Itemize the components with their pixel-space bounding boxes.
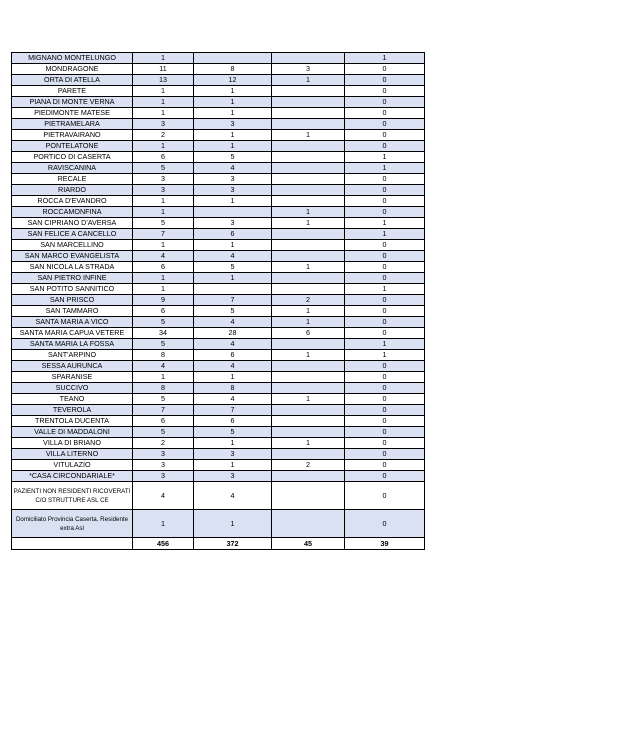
municipality-name-cell: SAN POTITO SANNITICO <box>12 284 133 295</box>
table-row <box>12 416 425 427</box>
deceased-cell: 1 <box>345 284 425 295</box>
total-home-isolation-cell: 372 <box>194 538 272 550</box>
total-cases-cell: 1 <box>133 97 194 108</box>
deceased-cell: 0 <box>345 141 425 152</box>
table-row <box>12 383 425 394</box>
total-cases-cell: 6 <box>133 152 194 163</box>
hospitalized-cell <box>272 174 345 185</box>
deceased-cell: 0 <box>345 394 425 405</box>
municipality-name-cell: PIEDIMONTE MATESE <box>12 108 133 119</box>
home-isolation-cell: 6 <box>194 416 272 427</box>
home-isolation-cell: 3 <box>194 185 272 196</box>
home-isolation-cell: 6 <box>194 350 272 361</box>
deceased-cell: 0 <box>345 416 425 427</box>
total-cases-cell: 1 <box>133 108 194 119</box>
total-cases-cell: 1 <box>133 240 194 251</box>
municipality-name-cell: SESSA AURUNCA <box>12 361 133 372</box>
hospitalized-cell <box>272 152 345 163</box>
hospitalized-cell: 2 <box>272 295 345 306</box>
deceased-cell: 0 <box>345 306 425 317</box>
table-row <box>12 207 425 218</box>
total-cases-cell: 8 <box>133 383 194 394</box>
total-hospitalized-cell: 45 <box>272 538 345 550</box>
table-row <box>12 251 425 262</box>
deceased-cell: 1 <box>345 218 425 229</box>
total-cases-cell: 8 <box>133 350 194 361</box>
table-row <box>12 262 425 273</box>
municipality-name-cell: SAN FELICE A CANCELLO <box>12 229 133 240</box>
table-row <box>12 75 425 86</box>
home-isolation-cell: 4 <box>194 317 272 328</box>
home-isolation-cell: 3 <box>194 174 272 185</box>
hospitalized-cell <box>272 339 345 350</box>
municipality-name-cell: ROCCAMONFINA <box>12 207 133 218</box>
municipality-name-cell: TRENTOLA DUCENTA <box>12 416 133 427</box>
municipality-name-cell: TEVEROLA <box>12 405 133 416</box>
total-cases-cell: 2 <box>133 130 194 141</box>
table-row <box>12 350 425 361</box>
table-row <box>12 273 425 284</box>
home-isolation-cell: 5 <box>194 262 272 273</box>
total-cases-cell: 9 <box>133 295 194 306</box>
table-row <box>12 174 425 185</box>
total-cases-cell: 4 <box>133 361 194 372</box>
home-isolation-cell: 1 <box>194 130 272 141</box>
municipality-name-cell: RIARDO <box>12 185 133 196</box>
hospitalized-cell <box>272 284 345 295</box>
hospitalized-cell: 1 <box>272 438 345 449</box>
table-row <box>12 510 425 538</box>
deceased-cell: 0 <box>345 471 425 482</box>
municipality-name-cell: MONDRAGONE <box>12 64 133 75</box>
deceased-cell: 0 <box>345 273 425 284</box>
home-isolation-cell: 1 <box>194 273 272 284</box>
total-cases-cell: 7 <box>133 229 194 240</box>
deceased-cell: 0 <box>345 427 425 438</box>
home-isolation-cell: 4 <box>194 163 272 174</box>
municipality-name-cell: SPARANISE <box>12 372 133 383</box>
home-isolation-cell: 4 <box>194 339 272 350</box>
table-row <box>12 196 425 207</box>
deceased-cell: 0 <box>345 449 425 460</box>
hospitalized-cell <box>272 119 345 130</box>
home-isolation-cell <box>194 284 272 295</box>
table-row <box>12 482 425 510</box>
deceased-cell: 1 <box>345 163 425 174</box>
hospitalized-cell <box>272 185 345 196</box>
hospitalized-cell: 1 <box>272 75 345 86</box>
hospitalized-cell <box>272 141 345 152</box>
hospitalized-cell: 1 <box>272 350 345 361</box>
hospitalized-cell <box>272 108 345 119</box>
hospitalized-cell: 2 <box>272 460 345 471</box>
deceased-cell: 0 <box>345 460 425 471</box>
municipality-name-cell: TEANO <box>12 394 133 405</box>
total-cases-cell: 1 <box>133 372 194 383</box>
hospitalized-cell <box>272 97 345 108</box>
deceased-cell: 0 <box>345 196 425 207</box>
total-cases-cell: 5 <box>133 317 194 328</box>
table-row <box>12 240 425 251</box>
hospitalized-cell <box>272 482 345 510</box>
deceased-cell: 0 <box>345 108 425 119</box>
municipality-name-cell: VITULAZIO <box>12 460 133 471</box>
total-cases-cell: 34 <box>133 328 194 339</box>
table-row <box>12 317 425 328</box>
total-cases-cell: 5 <box>133 163 194 174</box>
hospitalized-cell <box>272 229 345 240</box>
deceased-cell: 0 <box>345 185 425 196</box>
total-cases-cell: 5 <box>133 394 194 405</box>
total-cases-cell: 6 <box>133 262 194 273</box>
home-isolation-cell: 3 <box>194 471 272 482</box>
deceased-cell: 0 <box>345 64 425 75</box>
hospitalized-cell <box>272 427 345 438</box>
table-row <box>12 438 425 449</box>
total-cases-cell: 3 <box>133 460 194 471</box>
home-isolation-cell: 4 <box>194 482 272 510</box>
table-row <box>12 141 425 152</box>
table-row <box>12 218 425 229</box>
deceased-cell: 0 <box>345 372 425 383</box>
municipality-name-cell: SAN MARCELLINO <box>12 240 133 251</box>
municipality-name-cell: PAZIENTI NON RESIDENTI RICOVERATI C/O STRUTTURE ASL CE <box>12 482 133 510</box>
total-cases-cell: 1 <box>133 196 194 207</box>
home-isolation-cell: 4 <box>194 251 272 262</box>
deceased-cell: 0 <box>345 207 425 218</box>
hospitalized-cell <box>272 471 345 482</box>
municipality-name-cell: SANT'ARPINO <box>12 350 133 361</box>
municipality-name-cell: SANTA MARIA LA FOSSA <box>12 339 133 350</box>
table-row <box>12 229 425 240</box>
home-isolation-cell: 6 <box>194 229 272 240</box>
deceased-cell: 0 <box>345 383 425 394</box>
total-cases-cell: 5 <box>133 427 194 438</box>
total-deceased-cell: 39 <box>345 538 425 550</box>
hospitalized-cell: 1 <box>272 306 345 317</box>
municipality-name-cell: Domiciliato Provincia Caserta, Residente extra Asl <box>12 510 133 538</box>
home-isolation-cell: 1 <box>194 86 272 97</box>
total-cases-cell: 4 <box>133 482 194 510</box>
municipality-name-cell: MIGNANO MONTELUNGO <box>12 53 133 64</box>
deceased-cell: 0 <box>345 482 425 510</box>
home-isolation-cell: 8 <box>194 383 272 394</box>
table-row <box>12 295 425 306</box>
deceased-cell: 1 <box>345 53 425 64</box>
hospitalized-cell <box>272 251 345 262</box>
hospitalized-cell <box>272 372 345 383</box>
hospitalized-cell: 3 <box>272 64 345 75</box>
total-municipality-name-cell <box>12 538 133 550</box>
table-row <box>12 460 425 471</box>
home-isolation-cell: 1 <box>194 141 272 152</box>
deceased-cell: 1 <box>345 339 425 350</box>
home-isolation-cell: 1 <box>194 97 272 108</box>
hospitalized-cell <box>272 240 345 251</box>
hospitalized-cell <box>272 510 345 538</box>
total-cases-cell: 1 <box>133 141 194 152</box>
total-cases-cell: 3 <box>133 174 194 185</box>
municipality-name-cell: RAVISCANINA <box>12 163 133 174</box>
municipality-name-cell: PIANA DI MONTE VERNA <box>12 97 133 108</box>
municipality-name-cell: PIETRAVAIRANO <box>12 130 133 141</box>
total-cases-cell: 3 <box>133 471 194 482</box>
hospitalized-cell <box>272 405 345 416</box>
total-total-cases-cell: 456 <box>133 538 194 550</box>
total-cases-cell: 3 <box>133 119 194 130</box>
home-isolation-cell: 3 <box>194 218 272 229</box>
home-isolation-cell: 7 <box>194 405 272 416</box>
total-cases-cell: 5 <box>133 339 194 350</box>
table-row <box>12 130 425 141</box>
table-row <box>12 53 425 64</box>
deceased-cell: 1 <box>345 152 425 163</box>
hospitalized-cell: 6 <box>272 328 345 339</box>
total-cases-cell: 1 <box>133 53 194 64</box>
municipality-name-cell: PORTICO DI CASERTA <box>12 152 133 163</box>
home-isolation-cell: 7 <box>194 295 272 306</box>
deceased-cell: 0 <box>345 328 425 339</box>
home-isolation-cell: 4 <box>194 361 272 372</box>
municipality-name-cell: SUCCIVO <box>12 383 133 394</box>
total-cases-cell: 4 <box>133 251 194 262</box>
deceased-cell: 0 <box>345 510 425 538</box>
home-isolation-cell: 28 <box>194 328 272 339</box>
municipality-name-cell: RECALE <box>12 174 133 185</box>
table-row <box>12 328 425 339</box>
table-row <box>12 108 425 119</box>
home-isolation-cell: 1 <box>194 510 272 538</box>
hospitalized-cell <box>272 273 345 284</box>
totals-row <box>12 538 425 550</box>
total-cases-cell: 1 <box>133 86 194 97</box>
hospitalized-cell <box>272 86 345 97</box>
hospitalized-cell: 1 <box>272 218 345 229</box>
total-cases-cell: 2 <box>133 438 194 449</box>
municipality-name-cell: VILLA LITERNO <box>12 449 133 460</box>
table-row <box>12 64 425 75</box>
table-row <box>12 163 425 174</box>
table-row <box>12 306 425 317</box>
home-isolation-cell <box>194 53 272 64</box>
total-cases-cell: 1 <box>133 284 194 295</box>
table-row <box>12 97 425 108</box>
total-cases-cell: 1 <box>133 510 194 538</box>
table-row <box>12 449 425 460</box>
deceased-cell: 1 <box>345 350 425 361</box>
deceased-cell: 0 <box>345 295 425 306</box>
table-row <box>12 372 425 383</box>
table-row <box>12 119 425 130</box>
deceased-cell: 0 <box>345 86 425 97</box>
deceased-cell: 0 <box>345 240 425 251</box>
municipality-name-cell: SANTA MARIA CAPUA VETERE <box>12 328 133 339</box>
table-row <box>12 152 425 163</box>
home-isolation-cell: 5 <box>194 306 272 317</box>
deceased-cell: 1 <box>345 229 425 240</box>
home-isolation-cell: 3 <box>194 449 272 460</box>
table-row <box>12 471 425 482</box>
hospitalized-cell: 1 <box>272 130 345 141</box>
municipality-name-cell: PONTELATONE <box>12 141 133 152</box>
table-row <box>12 86 425 97</box>
home-isolation-cell: 4 <box>194 394 272 405</box>
hospitalized-cell <box>272 196 345 207</box>
hospitalized-cell <box>272 449 345 460</box>
deceased-cell: 0 <box>345 130 425 141</box>
table-row <box>12 361 425 372</box>
municipality-name-cell: SAN CIPRIANO D'AVERSA <box>12 218 133 229</box>
deceased-cell: 0 <box>345 438 425 449</box>
municipality-name-cell: SAN TAMMARO <box>12 306 133 317</box>
deceased-cell: 0 <box>345 119 425 130</box>
home-isolation-cell: 8 <box>194 64 272 75</box>
deceased-cell: 0 <box>345 317 425 328</box>
table-row <box>12 394 425 405</box>
municipality-name-cell: PARETE <box>12 86 133 97</box>
municipality-name-cell: VILLA DI BRIANO <box>12 438 133 449</box>
total-cases-cell: 6 <box>133 306 194 317</box>
hospitalized-cell <box>272 416 345 427</box>
municipality-table <box>11 52 425 550</box>
municipality-name-cell: SAN MARCO EVANGELISTA <box>12 251 133 262</box>
municipality-name-cell: SAN PRISCO <box>12 295 133 306</box>
home-isolation-cell: 1 <box>194 108 272 119</box>
deceased-cell: 0 <box>345 75 425 86</box>
home-isolation-cell: 1 <box>194 460 272 471</box>
home-isolation-cell: 1 <box>194 372 272 383</box>
total-cases-cell: 11 <box>133 64 194 75</box>
table-row <box>12 284 425 295</box>
municipality-name-cell: VALLE DI MADDALONI <box>12 427 133 438</box>
table-row <box>12 427 425 438</box>
total-cases-cell: 13 <box>133 75 194 86</box>
deceased-cell: 0 <box>345 97 425 108</box>
municipality-name-cell: SANTA MARIA A VICO <box>12 317 133 328</box>
municipality-name-cell: SAN NICOLA LA STRADA <box>12 262 133 273</box>
deceased-cell: 0 <box>345 262 425 273</box>
deceased-cell: 0 <box>345 174 425 185</box>
hospitalized-cell <box>272 383 345 394</box>
hospitalized-cell: 1 <box>272 207 345 218</box>
home-isolation-cell: 5 <box>194 427 272 438</box>
total-cases-cell: 3 <box>133 185 194 196</box>
hospitalized-cell <box>272 361 345 372</box>
home-isolation-cell: 1 <box>194 438 272 449</box>
home-isolation-cell <box>194 207 272 218</box>
table-row <box>12 185 425 196</box>
municipality-name-cell: *CASA CIRCONDARIALE* <box>12 471 133 482</box>
home-isolation-cell: 1 <box>194 240 272 251</box>
table-body <box>12 53 425 550</box>
municipality-name-cell: PIETRAMELARA <box>12 119 133 130</box>
total-cases-cell: 5 <box>133 218 194 229</box>
total-cases-cell: 1 <box>133 207 194 218</box>
home-isolation-cell: 12 <box>194 75 272 86</box>
home-isolation-cell: 3 <box>194 119 272 130</box>
deceased-cell: 0 <box>345 251 425 262</box>
hospitalized-cell <box>272 53 345 64</box>
total-cases-cell: 3 <box>133 449 194 460</box>
municipality-name-cell: ORTA DI ATELLA <box>12 75 133 86</box>
home-isolation-cell: 1 <box>194 196 272 207</box>
deceased-cell: 0 <box>345 361 425 372</box>
municipality-name-cell: SAN PIETRO INFINE <box>12 273 133 284</box>
home-isolation-cell: 5 <box>194 152 272 163</box>
hospitalized-cell: 1 <box>272 262 345 273</box>
hospitalized-cell: 1 <box>272 394 345 405</box>
total-cases-cell: 1 <box>133 273 194 284</box>
table-row <box>12 339 425 350</box>
hospitalized-cell: 1 <box>272 317 345 328</box>
total-cases-cell: 7 <box>133 405 194 416</box>
deceased-cell: 0 <box>345 405 425 416</box>
municipality-name-cell: ROCCA D'EVANDRO <box>12 196 133 207</box>
hospitalized-cell <box>272 163 345 174</box>
table-row <box>12 405 425 416</box>
total-cases-cell: 6 <box>133 416 194 427</box>
